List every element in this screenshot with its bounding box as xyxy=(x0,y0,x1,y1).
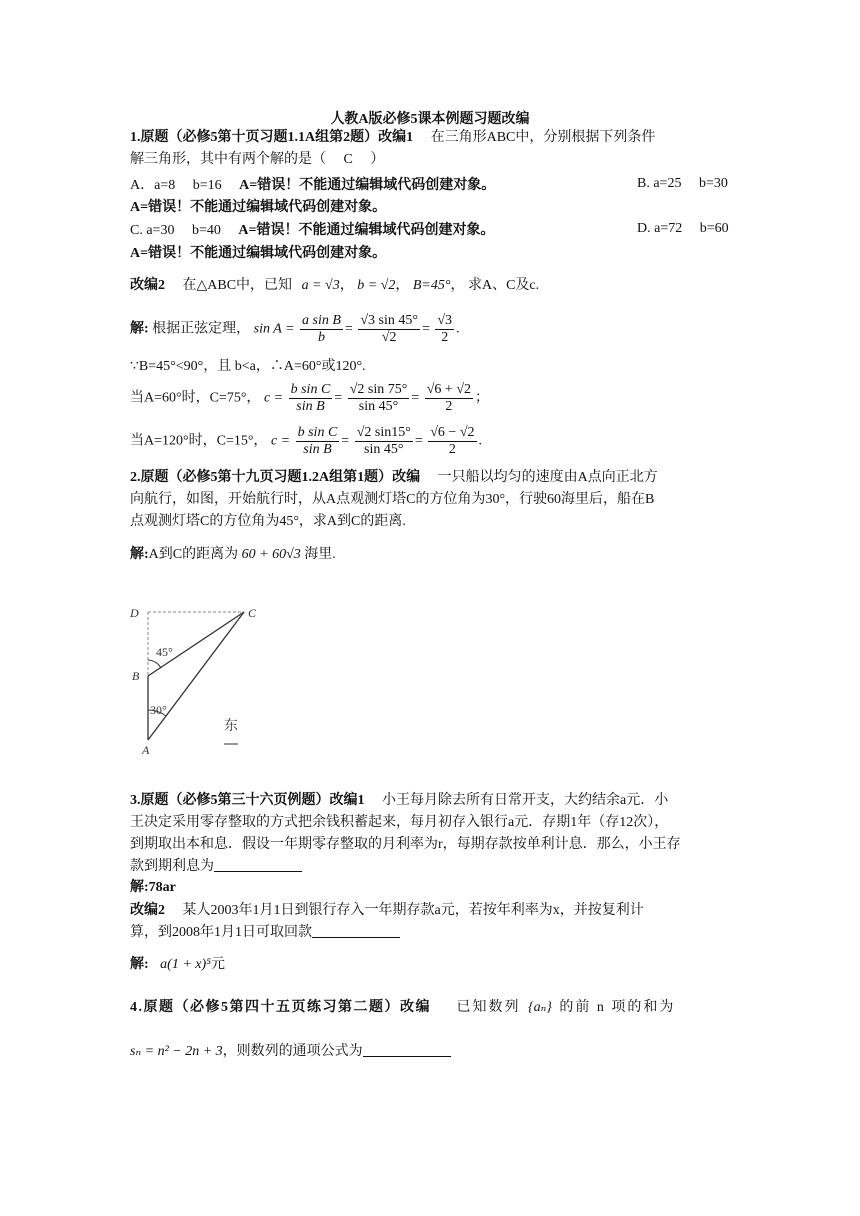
fraction xyxy=(289,382,333,415)
frac-den: sin 45° xyxy=(358,399,399,414)
option-c xyxy=(130,221,494,241)
east-label: 东 xyxy=(224,719,238,734)
problem-3-text: 小王每月除去所有日常开支，大约结余a元．小 xyxy=(382,793,669,808)
fraction xyxy=(348,382,410,415)
navigation-diagram xyxy=(126,598,276,758)
frac-den: √2 xyxy=(381,330,397,345)
problem-3-line-3: 到期取出本和息．假设一年期零存整取的月利率为r，每期存款按单利计息．那么，小王存 xyxy=(130,837,681,852)
option-d xyxy=(637,221,729,237)
frac-den: 2 xyxy=(445,399,453,414)
fraction xyxy=(358,313,420,346)
fraction xyxy=(428,425,476,458)
angle-arc-45 xyxy=(148,660,161,668)
problem-2-line-1 xyxy=(130,468,658,488)
frac-num: √2 sin15° xyxy=(356,425,411,440)
solution-label: 解: xyxy=(130,321,149,337)
problem-3-variant-2-line-2 xyxy=(130,923,400,943)
sum-formula: sₙ = n² − 2n + 3 xyxy=(130,1044,223,1059)
case-2: 当A=120°时，C=15°， c = $\frac{\text{b sin C}}{\text{sin B}}$ = $\frac{√2 \sin 15^\circ}{\sin 45^\circ}$ = $\frac{√6 - √2}{2}$ . xyxy=(130,425,482,457)
angle-label-30: 30° xyxy=(150,703,167,717)
problem-2-solution xyxy=(130,545,336,565)
option-c-angle: A=错误！不能通过编辑域代码创建对象。 xyxy=(238,223,495,238)
given-B: B=45° xyxy=(412,278,451,293)
option-c-a: C. a=30 xyxy=(130,223,175,238)
frac-den: 2 xyxy=(441,330,449,345)
frac-num: √6 − √2 xyxy=(430,425,475,440)
fraction xyxy=(296,425,340,458)
problem-1-line-2 xyxy=(130,150,384,170)
problem-3-line-2: 王决定采用零存整取的方式把余钱积蓄起来，每月初存入银行a元．存期1年（存12次）， xyxy=(130,815,669,830)
solution-value: 78ar xyxy=(148,880,176,895)
frac-den: sin B xyxy=(303,442,332,457)
solution-label: 解: xyxy=(130,957,149,972)
frac-num: √3 xyxy=(437,313,453,328)
label-a: A xyxy=(142,743,150,757)
frac-num: √6 + √2 xyxy=(426,382,471,397)
problem-1-text: 在三角形ABC中，分别根据下列条件 xyxy=(430,130,656,145)
problem-4-line-2 xyxy=(130,1042,451,1062)
case-2-text: 当A=120°时，C=15°， xyxy=(130,433,268,449)
given-b: b = √2 xyxy=(357,278,396,293)
frac-den: sin B xyxy=(296,399,325,414)
problem-2-line-2: 向航行，如图，开始航行时，从A点观测灯塔C的方位角为30°，行驶60海里后，船在B xyxy=(130,492,655,507)
problem-1-head: 1.原题（必修5第十页习题1.1A组第2题）改编1 xyxy=(130,130,414,145)
option-c-b: b=40 xyxy=(191,223,221,238)
solution-text: A到C的距离为 xyxy=(148,547,239,562)
problem-3-text-4: 款到期利息为 xyxy=(130,859,214,874)
problem-3-solution-2 xyxy=(130,955,225,975)
problem-3-line-4 xyxy=(130,857,302,877)
problem-4-text: 已知数列 xyxy=(456,1000,521,1015)
problem-4-text-2: 的前 n 项的和为 xyxy=(559,1000,676,1015)
solution-line-2: ∵B=45°<90°，且 b<a，∴A=60°或120°. xyxy=(130,359,366,374)
option-a-b: b=16 xyxy=(192,178,222,193)
label-d: D xyxy=(130,606,139,620)
sinA-lhs: sin A = xyxy=(253,321,295,337)
option-a-a: A．a=8 xyxy=(130,178,176,193)
solution-label: 解: xyxy=(130,547,149,562)
problem-1-close-paren: ） xyxy=(370,152,385,167)
problem-3-line-1 xyxy=(130,791,668,811)
option-b-a: B. a=25 xyxy=(637,176,682,191)
line-bc xyxy=(148,612,244,676)
option-b-b: b=30 xyxy=(698,176,728,191)
sequence-symbol: {aₙ} xyxy=(528,1000,552,1015)
c-lhs: c = xyxy=(270,433,291,449)
variant-2-text-2: 算，到2008年1月1日可取回款 xyxy=(130,925,312,940)
frac-num: √2 sin 75° xyxy=(349,382,408,397)
option-d-b: b=60 xyxy=(699,221,729,236)
problem-4-question: ，则数列的通项公式为 xyxy=(222,1044,363,1059)
fraction xyxy=(425,382,473,415)
variant-2-head: 改编2 xyxy=(130,903,165,918)
given-a: a = √3 xyxy=(301,278,340,293)
option-a xyxy=(130,176,495,196)
problem-2-line-3: 点观测灯塔C的方位角为45°，求A到C的距离. xyxy=(130,514,406,529)
option-d-angle: A=错误！不能通过编辑域代码创建对象。 xyxy=(130,246,387,261)
problem-2-head: 2.原题（必修5第十九页习题1.2A组第1题）改编 xyxy=(130,470,421,485)
answer-blank xyxy=(312,923,400,938)
frac-num: b sin C xyxy=(297,425,338,440)
variant-2-head: 改编2 xyxy=(130,278,165,293)
problem-4-head: 4.原题（必修5第四十五页练习第二题）改编 xyxy=(130,1000,431,1015)
solution-unit: 元 xyxy=(211,957,226,972)
frac-num: a sin B xyxy=(302,313,341,328)
option-b-angle: A=错误！不能通过编辑域代码创建对象。 xyxy=(130,200,387,215)
option-a-angle: A=错误！不能通过编辑域代码创建对象。 xyxy=(239,178,496,193)
distance-value: 60 + 60√3 xyxy=(241,547,301,562)
fraction xyxy=(435,313,454,346)
page-title: 人教A版必修5课本例题习题改编 xyxy=(330,112,530,127)
option-b xyxy=(637,176,728,192)
case-1-text: 当A=60°时，C=75°， xyxy=(130,390,261,406)
variant-2-text: 某人2003年1月1日到银行存入一年期存款a元，若按年利率为x，并按复利计 xyxy=(182,903,644,918)
distance-unit: 海里. xyxy=(304,547,336,562)
variant-2-text: 在△ABC中，已知 xyxy=(182,278,293,293)
problem-3-variant-2 xyxy=(130,901,644,921)
c-lhs: c = xyxy=(263,390,284,406)
problem-2-text: 一只船以均匀的速度由A点向正北方 xyxy=(437,470,658,485)
problem-1-answer: C xyxy=(343,152,353,167)
frac-den: sin 45° xyxy=(364,442,404,457)
frac-den: 2 xyxy=(448,442,456,457)
solution-label: 解: xyxy=(130,880,149,895)
solution-text: 根据正弦定理， xyxy=(152,321,251,337)
answer-blank xyxy=(363,1042,451,1057)
option-d-a: D. a=72 xyxy=(637,221,683,236)
problem-4-line-1 xyxy=(130,998,675,1018)
solution-line-1: 解: 根据正弦定理， sin A = $\frac{\text{a sin B}}{b}$ = $\frac{√3 \sin 45^\circ}{√2}$ = $\frac{√3}{2}$ . xyxy=(130,313,460,345)
angle-label-45: 45° xyxy=(156,645,173,659)
solution-formula: a(1 + x)⁵ xyxy=(160,957,212,972)
frac-den: b xyxy=(317,330,325,345)
label-c: C xyxy=(248,606,257,620)
variant-2-statement: 改编2 在△ABC中，已知 a = √3， b = √2， B=45°， 求A、C及c. xyxy=(130,278,540,293)
fraction xyxy=(355,425,413,458)
problem-1-line-1 xyxy=(130,128,655,148)
answer-blank xyxy=(214,857,302,872)
label-b: B xyxy=(132,669,140,683)
case-1: 当A=60°时，C=75°， c = $\frac{\text{b sin C}}{\text{sin B}}$ = $\frac{√2 \sin 75^\circ}{\sin 45^\circ}$ = $\frac{√6 + √2}{2}$ ； xyxy=(130,382,489,414)
variant-2-ask: 求A、C及c. xyxy=(467,278,540,293)
frac-num: √3 sin 45° xyxy=(360,313,418,328)
problem-3-head: 3.原题（必修5第三十六页例题）改编1 xyxy=(130,793,365,808)
frac-num: b sin C xyxy=(290,382,331,397)
problem-1-question: 解三角形，其中有两个解的是（ xyxy=(130,152,326,167)
problem-3-solution xyxy=(130,878,176,898)
fraction xyxy=(300,313,343,346)
